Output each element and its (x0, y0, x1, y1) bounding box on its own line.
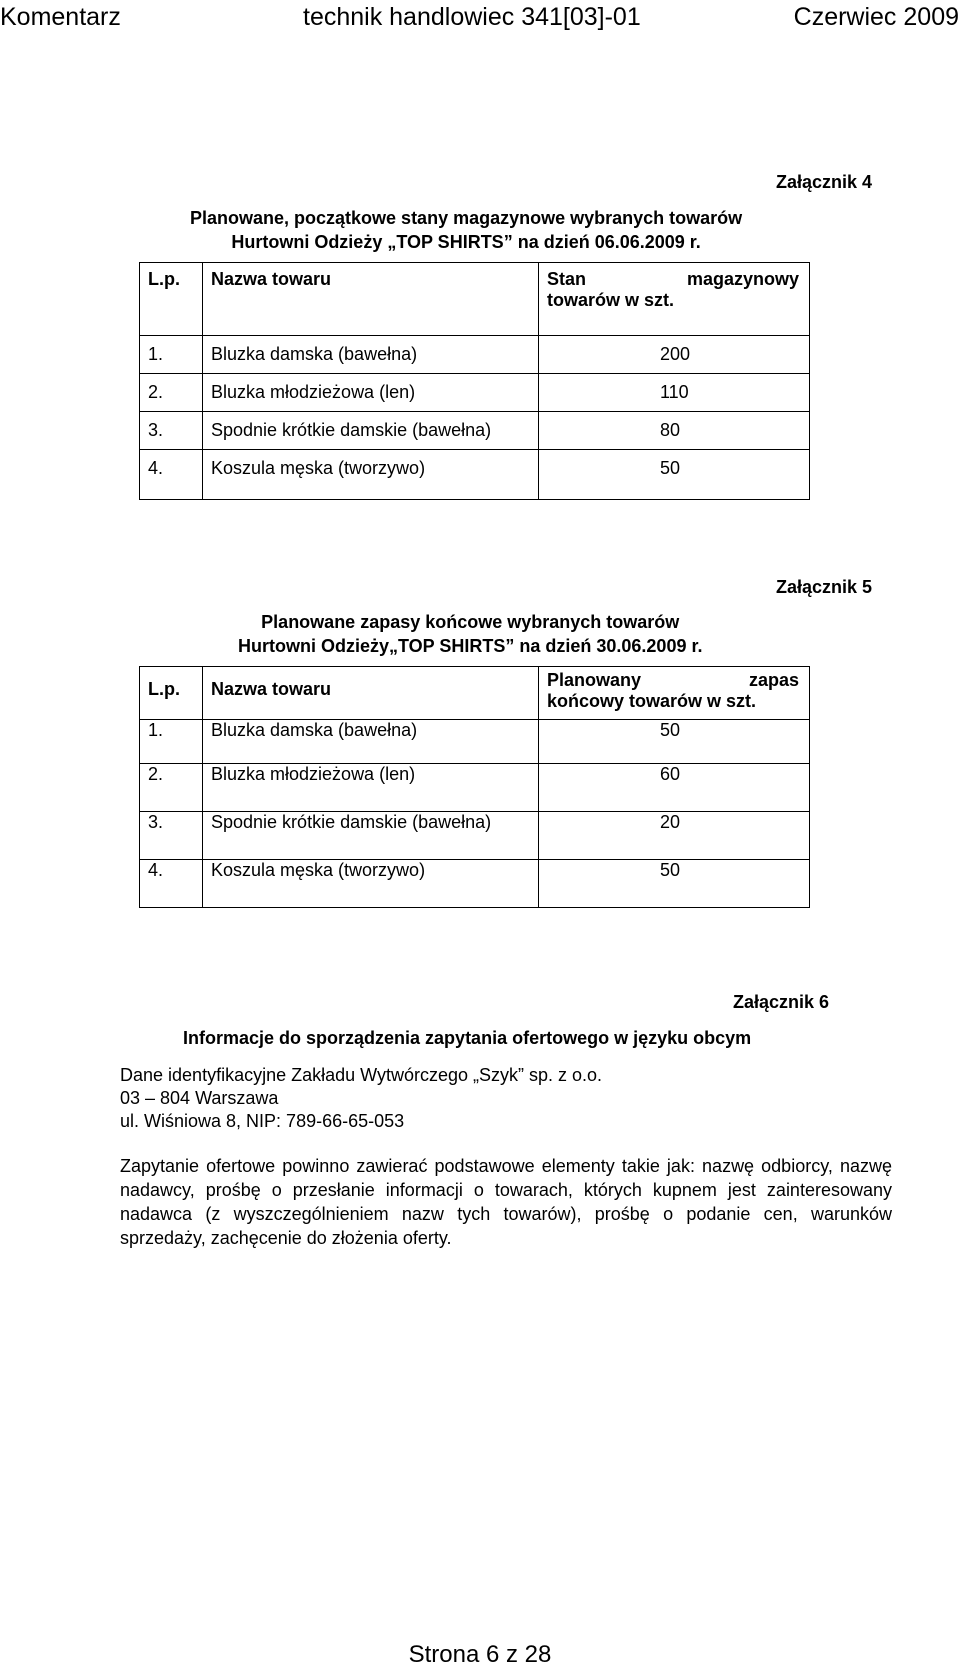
table-row (140, 720, 810, 764)
cell-lp: 4. (140, 860, 203, 908)
cell-value: 60 (660, 764, 681, 784)
col-stock-header (539, 263, 810, 336)
cell-value: 80 (660, 420, 681, 440)
annex-4-title (190, 206, 742, 254)
col-stock-header-line2: końcowy towarów w szt. (547, 691, 757, 711)
annex-4-title-line2: Hurtowni Odzieży „TOP SHIRTS” na dzień 06.06.2009 r. (231, 232, 701, 252)
company-line3: ul. Wiśniowa 8, NIP: 789-66-65-053 (120, 1111, 405, 1131)
annex-6-label: Załącznik 6 (733, 992, 830, 1012)
cell-lp: 1. (140, 336, 203, 374)
cell-name: Spodnie krótkie damskie (bawełna) (203, 412, 539, 450)
page-number: Strona 6 z 28 (408, 1641, 552, 1668)
company-line2: 03 – 804 Warszawa (120, 1088, 279, 1108)
annex-6-title: Informacje do sporządzenia zapytania ofertowego w języku obcym (183, 1028, 752, 1048)
header-center-text: technik handlowiec 341[03]-01 (303, 3, 641, 31)
cell-value: 50 (660, 720, 681, 740)
col-stock-header-word2: magazynowy (686, 269, 799, 289)
col-stock-header-word1: Stan (547, 269, 587, 289)
cell-lp: 4. (140, 450, 203, 500)
cell-value: 200 (660, 344, 691, 364)
col-stock-header-line2: towarów w szt. (547, 290, 675, 310)
col-stock-header-word2: zapas (748, 670, 799, 690)
annex-5-title (238, 610, 702, 658)
cell-lp: 3. (140, 412, 203, 450)
annex-5-label: Załącznik 5 (776, 577, 873, 597)
cell-name: Bluzka damska (bawełna) (203, 720, 539, 764)
header-left-text: Komentarz (0, 3, 121, 31)
col-stock-header-word1: Planowany (547, 670, 642, 690)
cell-lp: 3. (140, 812, 203, 860)
table-row (140, 764, 810, 812)
annex-5-title-line2: Hurtowni Odzieży„TOP SHIRTS” na dzień 30.06.2009 r. (238, 636, 703, 656)
header-right-text: Czerwiec 2009 (793, 3, 959, 31)
annex-4-label: Załącznik 4 (776, 172, 873, 192)
cell-name: Bluzka młodzieżowa (len) (203, 374, 539, 412)
cell-name: Bluzka damska (bawełna) (203, 336, 539, 374)
table-header-row (140, 667, 810, 720)
cell-value: 110 (660, 382, 689, 402)
cell-lp: 2. (140, 764, 203, 812)
col-lp-header: L.p. (140, 263, 203, 336)
table-row (140, 450, 810, 500)
table-row (140, 336, 810, 374)
annex-5-title-line1: Planowane zapasy końcowe wybranych towarów (261, 612, 680, 632)
company-info (120, 1064, 602, 1133)
cell-lp: 2. (140, 374, 203, 412)
instruction-paragraph: Zapytanie ofertowe powinno zawierać podstawowe elementy takie jak: nazwę odbiorcy, nazwę nadawcy, prośbę o przesłanie informacji o towarach, których kupnem jest zainteresowany nadawca (z wyszczególnieniem nazw tych towarów), prośbę o podanie cen, warunków sprzedaży, zachęcenie do złożenia oferty. (120, 1156, 892, 1248)
company-line1: Dane identyfikacyjne Zakładu Wytwórczego „Szyk” sp. z o.o. (120, 1065, 603, 1085)
cell-name: Spodnie krótkie damskie (bawełna) (203, 812, 539, 860)
cell-lp: 1. (140, 720, 203, 764)
cell-name: Koszula męska (tworzywo) (203, 860, 539, 908)
cell-value: 50 (660, 458, 681, 478)
cell-value: 20 (660, 812, 681, 832)
table-row (140, 374, 810, 412)
col-name-header: Nazwa towaru (203, 263, 539, 336)
table-header-row (140, 263, 810, 336)
table-row (140, 812, 810, 860)
page-header (0, 0, 960, 34)
annex-4-table (139, 262, 810, 500)
annex-4-title-line1: Planowane, początkowe stany magazynowe wybranych towarów (190, 208, 743, 228)
cell-name: Bluzka młodzieżowa (len) (203, 764, 539, 812)
table-row (140, 860, 810, 908)
cell-value: 50 (660, 860, 681, 880)
annex-5-table (139, 666, 810, 908)
col-name-header: Nazwa towaru (203, 667, 539, 720)
col-lp-header: L.p. (140, 667, 203, 720)
col-stock-header (539, 667, 810, 720)
table-row (140, 412, 810, 450)
cell-name: Koszula męska (tworzywo) (203, 450, 539, 500)
